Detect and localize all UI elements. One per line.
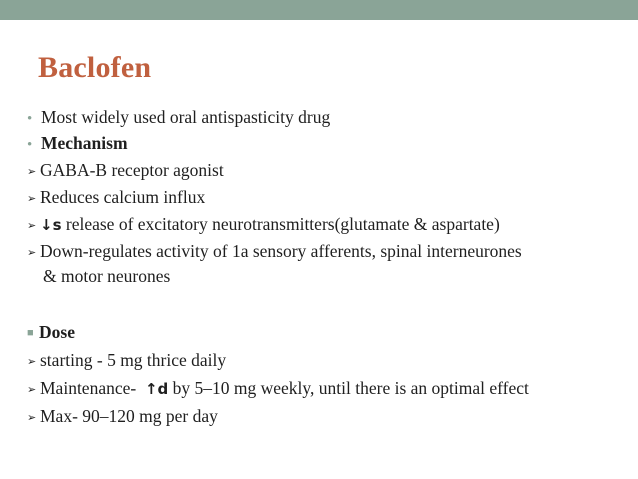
round-bullet-icon: • xyxy=(27,137,33,153)
bullet-5-text: release of excitatory neurotransmitters(glutamate & aspartate) xyxy=(61,214,500,234)
arrow-bullet-icon: ➢ xyxy=(27,165,37,178)
square-bullet-icon: ■ xyxy=(27,327,34,339)
bullet-9-post: by 5–10 mg weekly, until there is an optimal effect xyxy=(168,378,529,398)
bullet-10-text: Max- 90–120 mg per day xyxy=(40,406,218,426)
bullet-9 xyxy=(27,377,529,401)
bullet-7 xyxy=(27,321,75,344)
arrow-bullet-icon: ➢ xyxy=(27,383,37,396)
decrease-arrow: ↓s xyxy=(40,216,62,234)
round-bullet-icon: • xyxy=(27,111,33,127)
top-accent-bar xyxy=(0,0,638,20)
bullet-8-text: starting - 5 mg thrice daily xyxy=(40,350,227,370)
bullet-6-continuation xyxy=(43,265,170,287)
bullet-4-text: Reduces calcium influx xyxy=(40,187,206,207)
arrow-bullet-icon: ➢ xyxy=(27,246,37,259)
mechanism-heading: Mechanism xyxy=(41,133,128,153)
bullet-1 xyxy=(27,106,330,130)
increase-arrow: ↑d xyxy=(144,380,169,398)
bullet-6-text-line2: & motor neurones xyxy=(43,266,171,286)
slide-title: Baclofen xyxy=(38,51,152,84)
bullet-5 xyxy=(27,213,500,237)
bullet-4 xyxy=(27,186,205,210)
bullet-3-text: GABA-B receptor agonist xyxy=(40,160,224,180)
bullet-6-text-line1: Down-regulates activity of 1a sensory afferents, spinal interneurones xyxy=(40,241,522,261)
dose-heading: Dose xyxy=(39,322,75,342)
bullet-2 xyxy=(27,132,128,156)
arrow-bullet-icon: ➢ xyxy=(27,192,37,205)
arrow-bullet-icon: ➢ xyxy=(27,219,37,232)
bullet-9-pre: Maintenance- xyxy=(40,378,145,398)
arrow-bullet-icon: ➢ xyxy=(27,411,37,424)
bullet-10 xyxy=(27,405,218,429)
arrow-bullet-icon: ➢ xyxy=(27,355,37,368)
bullet-6 xyxy=(27,240,522,264)
bullet-8 xyxy=(27,349,226,373)
bullet-1-text: Most widely used oral antispasticity drug xyxy=(41,107,331,127)
bullet-3 xyxy=(27,159,224,183)
